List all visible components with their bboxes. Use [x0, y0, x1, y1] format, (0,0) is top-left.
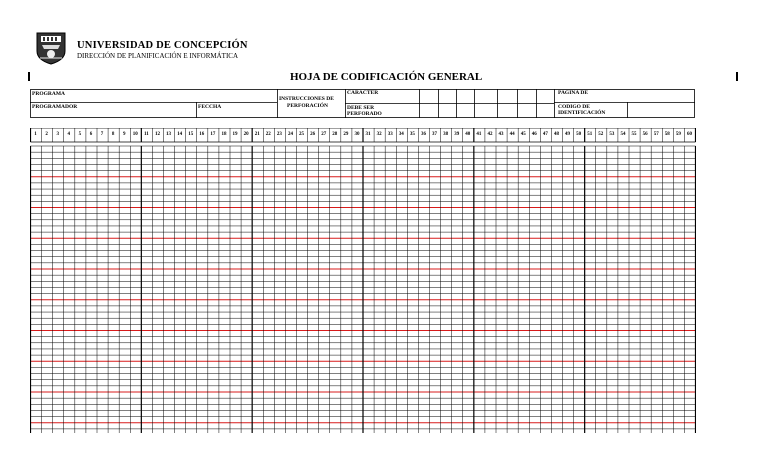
department-name: DIRECCIÓN DE PLANIFICACIÓN E INFORMÁTICA — [77, 52, 238, 60]
column-number: 41 — [476, 132, 482, 137]
column-number: 26 — [310, 132, 316, 137]
header-info-box — [30, 89, 695, 118]
field-perforado: PERFORADO — [347, 111, 382, 117]
column-number: 58 — [664, 132, 670, 137]
column-number: 4 — [67, 132, 71, 137]
column-number: 7 — [100, 132, 104, 137]
column-number: 49 — [565, 132, 571, 137]
registration-mark-left — [28, 72, 30, 81]
column-number: 44 — [509, 132, 515, 137]
column-number: 31 — [365, 132, 371, 137]
column-number: 32 — [376, 132, 382, 137]
column-number: 59 — [675, 132, 681, 137]
field-codigo: CODIGO DE — [558, 104, 590, 110]
column-number: 21 — [254, 132, 260, 137]
column-number: 14 — [177, 132, 183, 137]
column-number: 40 — [465, 132, 471, 137]
field-programador: PROGRAMADOR — [32, 104, 78, 110]
column-number: 60 — [686, 132, 692, 137]
column-number: 24 — [287, 132, 293, 137]
university-name: UNIVERSIDAD DE CONCEPCIÓN — [77, 40, 248, 51]
column-number: 27 — [321, 132, 327, 137]
column-number: 38 — [443, 132, 449, 137]
field-pagina: PAGINA DE — [558, 90, 588, 96]
column-number: 3 — [56, 132, 59, 137]
column-number: 11 — [144, 132, 149, 137]
column-number: 9 — [122, 132, 126, 137]
column-number: 25 — [299, 132, 305, 137]
field-instrucciones: INSTRUCCIONES DE — [279, 96, 334, 102]
column-number: 22 — [265, 132, 271, 137]
form-title: HOJA DE CODIFICACIÓN GENERAL — [290, 71, 483, 83]
column-number: 50 — [576, 132, 582, 137]
column-number: 42 — [487, 132, 493, 137]
column-number: 19 — [232, 132, 238, 137]
column-number: 48 — [553, 132, 559, 137]
column-number: 35 — [409, 132, 415, 137]
column-number: 23 — [276, 132, 282, 137]
column-number: 18 — [221, 132, 227, 137]
column-number: 17 — [210, 132, 216, 137]
field-perforacion: PERFORACIÓN — [287, 103, 328, 109]
field-programa: PROGRAMA — [32, 91, 65, 97]
column-number: 33 — [387, 132, 393, 137]
column-number: 56 — [642, 132, 648, 137]
column-number: 2 — [45, 132, 48, 137]
column-number: 28 — [332, 132, 338, 137]
university-seal-icon — [34, 31, 68, 65]
column-number: 16 — [199, 132, 205, 137]
field-debe-ser: DEBE SER — [347, 105, 375, 111]
column-number: 53 — [609, 132, 615, 137]
column-number: 45 — [520, 132, 526, 137]
column-number: 6 — [89, 132, 93, 137]
column-number: 20 — [243, 132, 249, 137]
coding-grid — [30, 128, 696, 433]
field-caracter: CARACTER — [347, 90, 379, 96]
column-number: 8 — [111, 132, 115, 137]
column-number: 54 — [620, 132, 626, 137]
field-fecha: FECCHA — [198, 104, 222, 110]
column-number: 34 — [398, 132, 404, 137]
column-number: 43 — [498, 132, 504, 137]
column-number: 55 — [631, 132, 637, 137]
column-number: 15 — [188, 132, 194, 137]
column-number: 30 — [354, 132, 360, 137]
field-identificacion: IDENTIFICACIÓN — [558, 110, 606, 116]
column-number: 10 — [132, 132, 138, 137]
column-number: 29 — [343, 132, 349, 137]
column-number: 5 — [78, 132, 82, 137]
registration-mark-right — [736, 72, 738, 81]
column-number: 36 — [420, 132, 426, 137]
column-number: 47 — [542, 132, 548, 137]
column-number: 12 — [154, 132, 160, 137]
column-number: 13 — [166, 132, 172, 137]
column-number: 57 — [653, 132, 659, 137]
column-number: 37 — [432, 132, 438, 137]
column-number: 51 — [587, 132, 593, 137]
column-number: 52 — [598, 132, 604, 137]
column-number: 46 — [531, 132, 537, 137]
column-number: 39 — [454, 132, 460, 137]
column-number: 1 — [34, 132, 37, 137]
